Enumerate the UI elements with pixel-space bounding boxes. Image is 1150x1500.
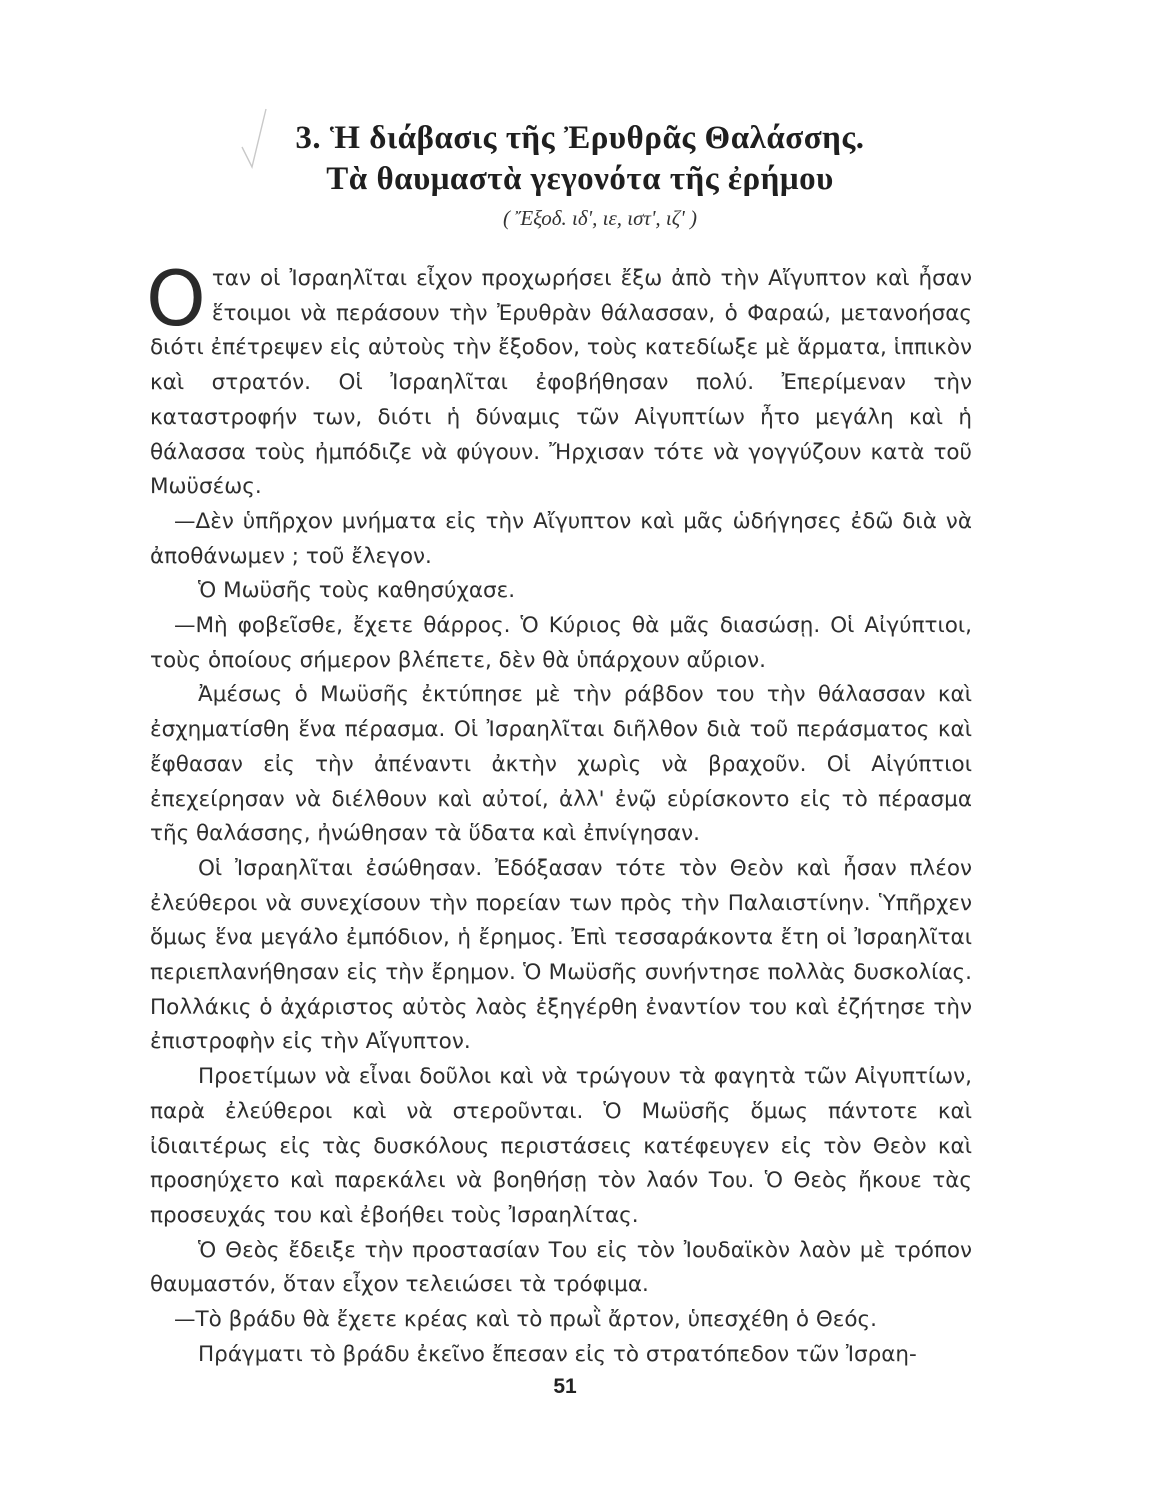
drop-cap: Ο: [146, 254, 206, 343]
page-number: 51: [553, 1375, 577, 1398]
paragraph: —Τὸ βράδυ θὰ ἔχετε κρέας καὶ τὸ πρωῒ ἄρτον, ὑπεσχέθη ὁ Θεός.: [174, 1307, 877, 1333]
chapter-heading: [150, 118, 1010, 236]
paragraph: Οἱ Ἰσραηλῖται ἐσώθησαν. Ἐδόξασαν τότε τὸν Θεὸν καὶ ἦσαν πλέον ἐλεύθεροι νὰ συνεχίσουν τὴν πορείαν των πρὸς τὴν Παλαιστίνην. Ὑπῆρχεν ὅμως ἕνα μεγάλο ἐμπόδιον, ἡ ἔρημος. Ἐπὶ τεσσαράκοντα ἔτη οἱ Ἰσραηλῖται περιεπλανήθησαν εἰς τὴν ἔρημον. Ὁ Μωϋσῆς συνήντησε πολλὰς δυσκολίας. Πολλάκις ὁ ἀχάριστος αὐτὸς λαὸς ἐξηγέρθη ἐναντίον του καὶ ἐζήτησε τὴν ἐπιστροφὴν εἰς τὴν Αἴγυπτον.: [150, 855, 972, 1055]
paragraph: Ὁ Μωϋσῆς τοὺς καθησύχασε.: [198, 578, 516, 604]
paragraph: —Μὴ φοβεῖσθε, ἔχετε θάρρος. Ὁ Κύριος θὰ μᾶς διασώσῃ. Οἱ Αἰγύπτιοι, τοὺς ὁποίους σήμερον βλέπετε, δὲν θὰ ὑπάρχουν αὔριον.: [150, 613, 972, 673]
paragraph: Ἀμέσως ὁ Μωϋσῆς ἐκτύπησε μὲ τὴν ράβδον του τὴν θάλασσαν καὶ ἐσχηματίσθη ἕνα πέρασμα. Οἱ Ἰσραηλῖται διῆλθον διὰ τοῦ περάσματος καὶ ἔφθασαν εἰς τὴν ἀπέναντι ἀκτὴν χωρὶς νὰ βραχοῦν. Οἱ Αἰγύπτιοι ἐπεχείρησαν νὰ διέλθουν καὶ αὐτοί, ἀλλ' ἐνῷ εὑρίσκοντο εἰς τὸ πέρασμα τῆς θαλάσσης, ἠνώθησαν τὰ ὕδατα καὶ ἐπνίγησαν.: [150, 682, 972, 847]
chapter-title: 3. Ἡ διάβασις τῆς Ἐρυθρᾶς Θαλάσσης.: [295, 120, 865, 156]
chapter-subtitle: Τὰ θαυμαστὰ γεγονότα τῆς ἐρήμου: [326, 161, 834, 197]
paragraph: Ὁ Θεὸς ἔδειξε τὴν προστασίαν Του εἰς τὸν Ἰουδαϊκὸν λαὸν μὲ τρόπον θαυμαστόν, ὅταν εἶχον τελειώσει τὰ τρόφιμα.: [150, 1237, 972, 1298]
paragraph: Προετίμων νὰ εἶναι δοῦλοι καὶ νὰ τρώγουν τὰ φαγητὰ τῶν Αἰγυπτίων, παρὰ ἐλεύθεροι καὶ νὰ στεροῦνται. Ὁ Μωϋσῆς ὅμως πάντοτε καὶ ἰδιαιτέρως εἰς τὰς δυσκόλους περιστάσεις κατέφευγεν εἰς τὸν Θεὸν καὶ προσηύχετο καὶ παρεκάλει νὰ βοηθήσῃ τὸν λαόν Του. Ὁ Θεὸς ἤκουε τὰς προσευχάς του καὶ ἐβοήθει τοὺς Ἰσραηλίτας.: [150, 1064, 972, 1228]
scripture-reference: ( Ἔξοδ. ιδ', ιε, ιστ', ιζ' ): [502, 206, 698, 230]
paragraph: —Δὲν ὑπῆρχον μνήματα εἰς τὴν Αἴγυπτον καὶ μᾶς ὡδήγησες ἐδῶ διὰ νὰ ἀποθάνωμεν ; τοῦ ἔλεγον.: [150, 508, 972, 569]
body-text: [146, 254, 972, 1373]
paragraph: [146, 254, 972, 505]
paragraph-text: ταν οἱ Ἰσραηλῖται εἶχον προχωρήσει ἔξω ἀπὸ τὴν Αἴγυπτον καὶ ἦσαν ἕτοιμοι νὰ περάσουν τὴν Ἐρυθρὰν θάλασσαν, ὁ Φαραώ, μετανοήσας διότι ἐπέτρεψεν εἰς αὐτοὺς τὴν ἔξοδον, τοὺς κατεδίωξε μὲ ἅρματα, ἱππικὸν καὶ στρατόν. Οἱ Ἰσραηλῖται ἐφοβήθησαν πολύ. Ἐπερίμεναν τὴν καταστροφήν των, διότι ἡ δύναμις τῶν Αἰγυπτίων ἦτο μεγάλη καὶ ἡ θάλασσα τοὺς ἠμπόδιζε νὰ φύγουν. Ἤρχισαν τότε νὰ γογγύζουν κατὰ τοῦ Μωϋσέως.: [150, 266, 972, 500]
paragraph: Πράγματι τὸ βράδυ ἐκεῖνο ἔπεσαν εἰς τὸ στρατόπεδον τῶν Ἰσραη-: [198, 1341, 917, 1367]
